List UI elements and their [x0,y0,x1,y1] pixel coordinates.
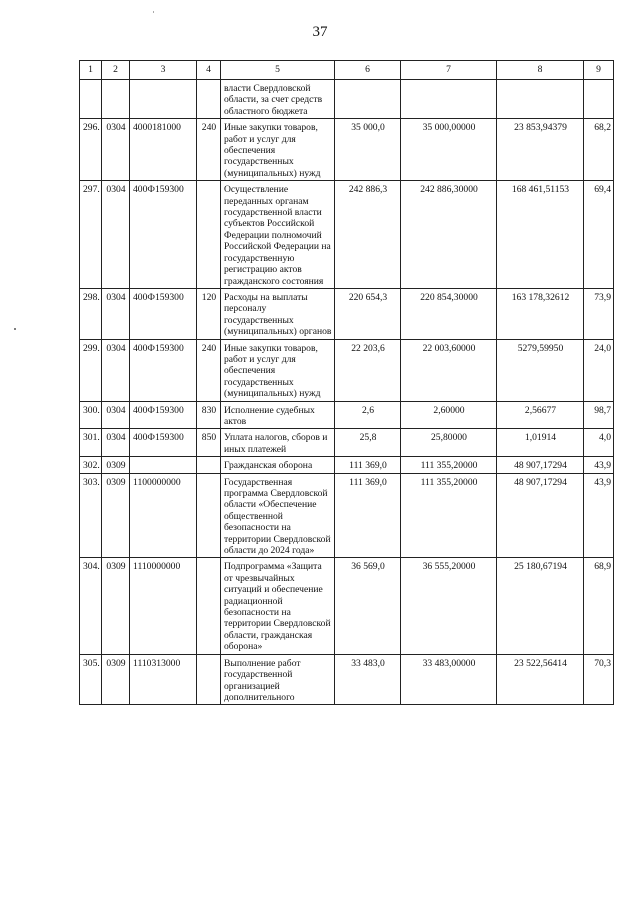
expense-type-code: 850 [197,429,221,457]
executed-amount: 48 907,17294 [497,473,584,558]
table-row [80,181,614,289]
item-name: власти Свердловской области, за счет средств областного бюджета [221,80,335,119]
expense-type-code [197,473,221,558]
execution-percent: 43,9 [584,473,614,558]
table-row [80,429,614,457]
executed-amount: 2,56677 [497,401,584,429]
execution-percent: 98,7 [584,401,614,429]
section-code: 0309 [102,457,130,473]
margin-speck [14,328,16,330]
section-code: 0309 [102,558,130,654]
target-article-code: 1110000000 [130,558,197,654]
item-name: Иные закупки товаров, работ и услуг для обеспечения государственных (муниципальных) нужд [221,339,335,401]
header-cell-3: 3 [130,61,197,80]
approved-amount: 111 369,0 [335,473,401,558]
table-row [80,401,614,429]
approved-amount: 22 203,6 [335,339,401,401]
table-row [80,654,614,705]
section-code: 0304 [102,288,130,339]
header-cell-9: 9 [584,61,614,80]
expense-type-code [197,558,221,654]
target-article-code: 1100000000 [130,473,197,558]
row-number: 299. [80,339,102,401]
table-row [80,80,614,119]
item-name: Уплата налогов, сборов и иных платежей [221,429,335,457]
scan-artifact [153,11,154,13]
table-row [80,457,614,473]
approved-amount: 2,6 [335,401,401,429]
execution-percent: 24,0 [584,339,614,401]
executed-amount [497,80,584,119]
executed-amount: 23 853,94379 [497,119,584,181]
execution-percent: 4,0 [584,429,614,457]
planned-amount: 33 483,00000 [401,654,497,705]
row-number: 303. [80,473,102,558]
expense-type-code [197,654,221,705]
header-cell-2: 2 [102,61,130,80]
approved-amount: 25,8 [335,429,401,457]
section-code: 0304 [102,401,130,429]
section-code: 0304 [102,181,130,289]
header-row [80,61,614,80]
expense-type-code: 830 [197,401,221,429]
section-code: 0309 [102,654,130,705]
planned-amount: 25,80000 [401,429,497,457]
table-row [80,558,614,654]
approved-amount: 36 569,0 [335,558,401,654]
table-row [80,339,614,401]
row-number: 301. [80,429,102,457]
row-number: 300. [80,401,102,429]
approved-amount: 111 369,0 [335,457,401,473]
item-name: Подпрограмма «Защита от чрезвычайных ситуаций и обеспечение радиационной безопасности на территории Свердловской области, гражданская оборона» [221,558,335,654]
expense-type-code [197,181,221,289]
header-cell-8: 8 [497,61,584,80]
item-name: Государственная программа Свердловской области «Обеспечение общественной безопасности на территории Свердловской области до 2024 года» [221,473,335,558]
executed-amount: 25 180,67194 [497,558,584,654]
row-number [80,80,102,119]
executed-amount: 5279,59950 [497,339,584,401]
item-name: Иные закупки товаров, работ и услуг для обеспечения государственных (муниципальных) нужд [221,119,335,181]
row-number: 304. [80,558,102,654]
executed-amount: 163 178,32612 [497,288,584,339]
expense-type-code [197,80,221,119]
header-cell-1: 1 [80,61,102,80]
row-number: 305. [80,654,102,705]
executed-amount: 48 907,17294 [497,457,584,473]
page-number: 37 [312,24,328,40]
item-name: Исполнение судебных актов [221,401,335,429]
executed-amount: 168 461,51153 [497,181,584,289]
planned-amount: 220 854,30000 [401,288,497,339]
target-article-code [130,80,197,119]
execution-percent: 68,2 [584,119,614,181]
table-row [80,473,614,558]
expense-type-code: 240 [197,119,221,181]
target-article-code: 400Ф159300 [130,401,197,429]
approved-amount: 220 654,3 [335,288,401,339]
execution-percent [584,80,614,119]
target-article-code: 4000181000 [130,119,197,181]
header-cell-6: 6 [335,61,401,80]
planned-amount: 35 000,00000 [401,119,497,181]
table-body [80,80,614,705]
row-number: 302. [80,457,102,473]
planned-amount [401,80,497,119]
row-number: 297. [80,181,102,289]
target-article-code: 1110313000 [130,654,197,705]
execution-percent: 73,9 [584,288,614,339]
execution-percent: 43,9 [584,457,614,473]
section-code: 0304 [102,339,130,401]
expense-type-code [197,457,221,473]
target-article-code: 400Ф159300 [130,429,197,457]
planned-amount: 36 555,20000 [401,558,497,654]
executed-amount: 23 522,56414 [497,654,584,705]
planned-amount: 2,60000 [401,401,497,429]
approved-amount: 35 000,0 [335,119,401,181]
planned-amount: 22 003,60000 [401,339,497,401]
header-cell-4: 4 [197,61,221,80]
section-code: 0304 [102,429,130,457]
target-article-code: 400Ф159300 [130,181,197,289]
header-cell-5: 5 [221,61,335,80]
row-number: 296. [80,119,102,181]
planned-amount: 111 355,20000 [401,473,497,558]
planned-amount: 111 355,20000 [401,457,497,473]
approved-amount: 33 483,0 [335,654,401,705]
expense-type-code: 240 [197,339,221,401]
section-code: 0309 [102,473,130,558]
row-number: 298. [80,288,102,339]
budget-table [79,60,614,705]
item-name: Осуществление переданных органам государственной власти субъектов Российской Федерации полномочий Российской Федерации на государственную регистрацию актов гражданского состояния [221,181,335,289]
header-cell-7: 7 [401,61,497,80]
planned-amount: 242 886,30000 [401,181,497,289]
item-name: Выполнение работ государственной организацией дополнительного [221,654,335,705]
approved-amount: 242 886,3 [335,181,401,289]
target-article-code: 400Ф159300 [130,339,197,401]
target-article-code: 400Ф159300 [130,288,197,339]
target-article-code [130,457,197,473]
executed-amount: 1,01914 [497,429,584,457]
execution-percent: 68,9 [584,558,614,654]
table-row [80,119,614,181]
approved-amount [335,80,401,119]
execution-percent: 69,4 [584,181,614,289]
execution-percent: 70,3 [584,654,614,705]
item-name: Расходы на выплаты персоналу государственных (муниципальных) органов [221,288,335,339]
item-name: Гражданская оборона [221,457,335,473]
expense-type-code: 120 [197,288,221,339]
section-code: 0304 [102,119,130,181]
table-row [80,288,614,339]
section-code [102,80,130,119]
